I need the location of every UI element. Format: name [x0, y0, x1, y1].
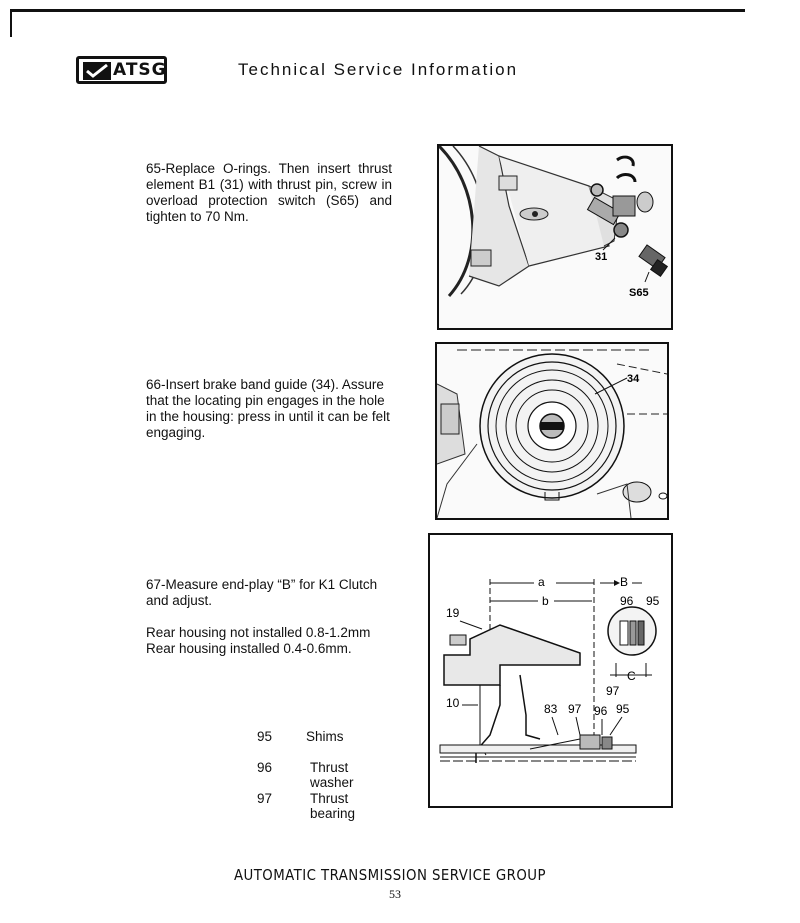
- logo-text: ATSG: [113, 60, 167, 80]
- figure-65-overload-switch: [437, 144, 673, 330]
- callout-10: 10: [446, 696, 460, 710]
- callout-96-lower: 96: [594, 704, 608, 718]
- callout-31: 31: [595, 251, 608, 263]
- step-65-text: 65-Replace O-rings. Then insert thrust element B1 (31) with thrust pin, screw in overload protection switch (S65) and tighten to 70 Nm.: [146, 161, 392, 224]
- callout-s65: S65: [629, 287, 649, 299]
- step-67-text: 67-Measure end-play “B” for K1 Clutch and adjust.: [146, 577, 378, 608]
- callout-96-detail: 96: [620, 594, 634, 608]
- dimension-c: C: [627, 669, 636, 683]
- figure-66-brake-band-guide: [435, 342, 669, 520]
- footer-organization: AUTOMATIC TRANSMISSION SERVICE GROUP: [234, 866, 546, 884]
- callout-19: 19: [446, 606, 460, 620]
- step-67-block: [146, 577, 396, 657]
- legend-number: 96: [257, 760, 273, 775]
- top-border-line: [10, 9, 745, 12]
- step-66-text: 66-Insert brake band guide (34). Assure that the locating pin engages in the hole in the housing: press in until it can be felt engaging.: [146, 377, 390, 440]
- legend-number: 97: [257, 791, 273, 806]
- callout-34: 34: [627, 373, 640, 385]
- dimension-b-upper: B: [620, 575, 629, 589]
- callout-95-lower: 95: [616, 702, 630, 716]
- legend-label: Thrust bearing: [310, 791, 356, 821]
- legend-number: 95: [257, 729, 273, 744]
- page-title: Technical Service Information: [238, 60, 519, 79]
- spec-not-installed: Rear housing not installed 0.8-1.2mm: [146, 625, 371, 640]
- atsg-logo: [76, 56, 167, 84]
- callout-83: 83: [544, 702, 558, 716]
- callout-97-lower: 97: [568, 702, 582, 716]
- figure-67-end-play-diagram: [428, 533, 673, 808]
- checkmark-logo-icon: [83, 62, 111, 80]
- spec-installed: Rear housing installed 0.4-0.6mm.: [146, 641, 352, 656]
- page-number: 53: [389, 887, 401, 901]
- dimension-b-lower: b: [542, 594, 549, 608]
- callout-95-detail: 95: [646, 594, 660, 608]
- callout-97-detail: 97: [606, 684, 620, 698]
- legend-label: Shims: [306, 729, 344, 744]
- left-border-line: [10, 9, 12, 37]
- legend-label: Thrust washer: [310, 760, 354, 790]
- dimension-a: a: [538, 575, 545, 589]
